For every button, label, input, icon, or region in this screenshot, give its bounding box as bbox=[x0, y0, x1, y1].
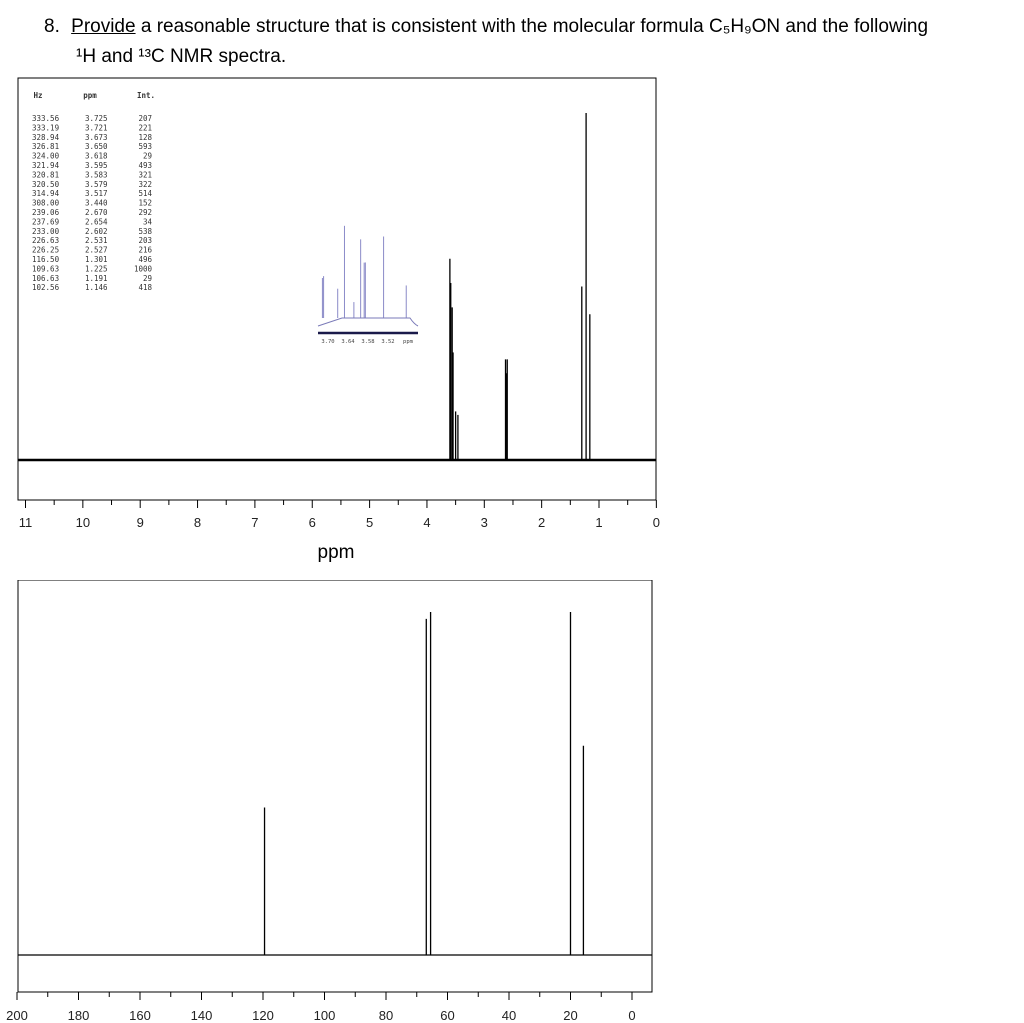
peak-table-header: Int. bbox=[136, 91, 156, 100]
inset-tick-label: 3.58 bbox=[361, 339, 375, 345]
inset-peaks bbox=[322, 226, 406, 318]
h-plot-frame bbox=[18, 78, 656, 500]
peak-table-cell: 226.63 bbox=[32, 236, 60, 246]
peak-table-cell: 3.721 bbox=[85, 123, 108, 133]
inset-tick-label: 3.70 bbox=[321, 339, 335, 345]
peak-table-cell: 328.94 bbox=[32, 132, 60, 142]
h-tick-label-6: 6 bbox=[308, 515, 316, 530]
c-x-ticks bbox=[6, 992, 635, 1023]
peak-table-cell: 320.50 bbox=[32, 179, 60, 189]
peak-table-cell: 333.19 bbox=[32, 123, 60, 133]
peak-table-cell: 226.25 bbox=[32, 245, 60, 255]
question-line-2: ¹H and ¹³C NMR spectra. bbox=[76, 46, 287, 67]
h-tick-label-2: 2 bbox=[538, 515, 546, 530]
peak-table-cell: 3.618 bbox=[85, 151, 108, 161]
inset-tick-label: ppm bbox=[403, 339, 413, 345]
inset-tick-label: 3.52 bbox=[381, 339, 395, 345]
c-tick-label-140: 140 bbox=[190, 1008, 213, 1023]
peak-table-cell: 2.527 bbox=[85, 245, 108, 255]
peak-table-cell: 239.06 bbox=[32, 208, 60, 217]
peak-table-cell: 333.56 bbox=[32, 114, 60, 123]
h-x-axis-label: ppm bbox=[317, 542, 355, 563]
peak-table-cell: 233.00 bbox=[32, 226, 60, 236]
peak-table-cell: 2.531 bbox=[85, 236, 108, 246]
peak-table-cell: 237.69 bbox=[32, 217, 60, 227]
peak-table-cell: 1.146 bbox=[85, 283, 108, 293]
peak-table-cell: 1.301 bbox=[85, 255, 108, 264]
peak-table-cell: 320.81 bbox=[32, 170, 60, 180]
h-tick-label-0: 0 bbox=[652, 515, 660, 530]
peak-table-cell: 496 bbox=[138, 255, 152, 264]
c13-nmr-spectrum bbox=[0, 580, 1024, 1023]
c-tick-label-120: 120 bbox=[252, 1008, 274, 1023]
peak-table-cell: 3.579 bbox=[85, 179, 108, 189]
inset-baseline bbox=[318, 318, 418, 326]
peak-table-cell: 216 bbox=[138, 245, 152, 255]
question-line-1-text: a reasonable structure that is consistent with the molecular formula C₅H₉ON and the following bbox=[140, 16, 929, 37]
peak-table-cell: 3.725 bbox=[85, 114, 108, 123]
c-peaks bbox=[265, 612, 584, 955]
h-inset bbox=[318, 226, 418, 345]
peak-table-cell: 308.00 bbox=[32, 198, 60, 208]
peak-table-cell: 221 bbox=[138, 123, 152, 133]
h-tick-label-4: 4 bbox=[423, 515, 431, 530]
peak-table-cell: 493 bbox=[138, 161, 152, 170]
peak-table-cell: 326.81 bbox=[32, 142, 60, 152]
peak-table-cell: 3.673 bbox=[85, 132, 108, 142]
peak-table-cell: 2.670 bbox=[85, 208, 108, 217]
question-verb: Provide bbox=[71, 16, 136, 37]
h-tick-label-11: 11 bbox=[18, 515, 33, 530]
c-tick-label-20: 20 bbox=[563, 1008, 578, 1023]
h-tick-label-7: 7 bbox=[251, 515, 259, 530]
peak-table-cell: 29 bbox=[142, 273, 152, 283]
peak-table-header: Hz bbox=[33, 91, 43, 100]
c-tick-label-160: 160 bbox=[129, 1008, 151, 1023]
peak-table-cell: 538 bbox=[138, 226, 152, 236]
c-tick-label-40: 40 bbox=[501, 1008, 517, 1023]
inset-tick-label: 3.64 bbox=[341, 339, 355, 345]
peak-table-header: ppm bbox=[83, 91, 97, 100]
peak-table-cell: 152 bbox=[138, 198, 152, 208]
h-tick-label-10: 10 bbox=[75, 515, 91, 530]
c-plot-frame bbox=[18, 580, 652, 992]
h-tick-label-5: 5 bbox=[365, 515, 374, 530]
h-tick-label-9: 9 bbox=[136, 515, 144, 530]
peak-table-cell: 3.517 bbox=[85, 189, 108, 199]
peak-table-cell: 128 bbox=[138, 132, 152, 142]
peak-table-cell: 1.191 bbox=[85, 273, 108, 283]
h-tick-label-3: 3 bbox=[480, 515, 488, 530]
peak-table-cell: 593 bbox=[138, 142, 152, 152]
peak-table-cell: 322 bbox=[138, 179, 152, 189]
question-number: 8. bbox=[44, 16, 60, 37]
c-tick-label-80: 80 bbox=[378, 1008, 394, 1023]
peak-table-cell: 292 bbox=[138, 208, 152, 217]
peak-table-cell: 314.94 bbox=[32, 189, 60, 199]
peak-table-cell: 321 bbox=[138, 170, 152, 180]
c-tick-label-100: 100 bbox=[313, 1008, 336, 1023]
c-tick-label-60: 60 bbox=[440, 1008, 455, 1023]
peak-table-cell: 3.595 bbox=[85, 161, 108, 170]
peak-table-cell: 116.50 bbox=[32, 255, 60, 264]
peak-table-cell: 1000 bbox=[133, 264, 152, 274]
c-tick-label-0: 0 bbox=[628, 1008, 636, 1023]
c-tick-label-180: 180 bbox=[67, 1008, 90, 1023]
h-tick-label-1: 1 bbox=[595, 515, 603, 530]
peak-table-cell: 29 bbox=[142, 151, 152, 161]
peak-table-cell: 102.56 bbox=[32, 283, 60, 293]
peak-table-cell: 3.650 bbox=[85, 142, 108, 152]
peak-table-cell: 106.63 bbox=[32, 273, 60, 283]
inset-tick-labels bbox=[321, 339, 413, 345]
peak-table-cell: 2.602 bbox=[85, 226, 108, 236]
peak-table-cell: 34 bbox=[142, 217, 152, 227]
h-x-ticks bbox=[19, 500, 660, 530]
h-peaks bbox=[450, 113, 590, 460]
peak-table bbox=[32, 91, 155, 292]
peak-table-cell: 321.94 bbox=[32, 161, 60, 170]
peak-table-cell: 514 bbox=[138, 189, 152, 199]
peak-table-cell: 203 bbox=[138, 236, 152, 246]
peak-table-cell: 324.00 bbox=[32, 151, 60, 161]
peak-table-cell: 1.225 bbox=[85, 264, 108, 274]
peak-table-cell: 109.63 bbox=[32, 264, 60, 274]
peak-table-cell: 3.440 bbox=[85, 198, 108, 208]
peak-table-cell: 418 bbox=[138, 283, 152, 293]
c-tick-label-200: 200 bbox=[6, 1008, 28, 1023]
h-tick-label-8: 8 bbox=[193, 515, 202, 530]
peak-table-cell: 207 bbox=[138, 114, 152, 123]
peak-table-cell: 2.654 bbox=[85, 217, 108, 227]
peak-table-cell: 3.583 bbox=[85, 170, 108, 180]
